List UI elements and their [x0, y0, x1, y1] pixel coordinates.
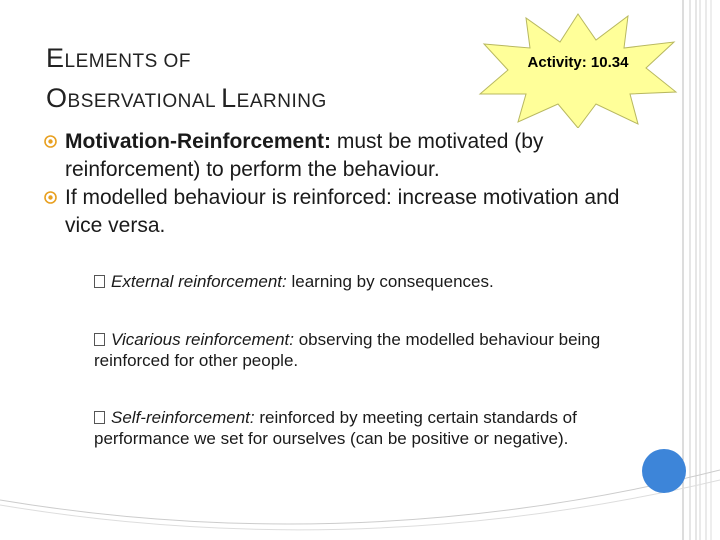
checkbox-glyph-icon	[94, 275, 105, 288]
activity-label: Activity: 10.34	[527, 54, 629, 71]
sub-bullet-vicarious	[94, 329, 654, 371]
checkbox-glyph-icon	[94, 333, 105, 346]
sub-item-self: Self-reinforcement: reinforced by meeting certain standards of performance we set for ourselves (can be positive or negative).	[94, 408, 577, 448]
sub-bullet-self	[94, 407, 654, 449]
slide-title	[46, 40, 327, 120]
checkbox-glyph-icon	[94, 411, 105, 424]
main-bullet-list	[44, 128, 644, 240]
decorative-blue-circle	[642, 449, 686, 493]
sub-bullet-external	[94, 271, 654, 292]
title-line-2: OBSERVATIONAL LEARNING	[46, 83, 327, 113]
bullet-marker-icon	[44, 135, 57, 148]
sub-item-vicarious: Vicarious reinforcement: observing the modelled behaviour being reinforced for other people.	[94, 330, 601, 370]
bullet-reinforced: If modelled behaviour is reinforced: increase motivation and vice versa.	[44, 184, 644, 240]
sub-item-external: External reinforcement: learning by consequences.	[94, 271, 654, 292]
bullet-marker-icon	[44, 191, 57, 204]
title-line-1: ELEMENTS OF	[46, 43, 191, 73]
bullet-motivation: Motivation-Reinforcement: must be motivated (by reinforcement) to perform the behaviour.	[44, 128, 644, 184]
